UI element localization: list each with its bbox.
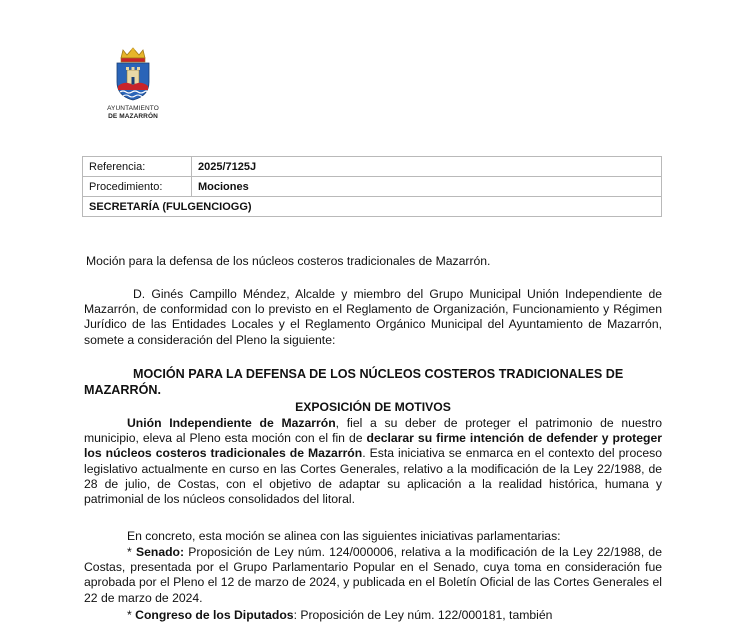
table-row (83, 197, 662, 217)
senate-label: Senado: (135, 545, 185, 559)
logo-caption (104, 105, 162, 121)
list-item: * Senado: Proposición de Ley núm. 124/000006, relativa a la modificación de la Ley 22/1988, de Costas, presentada por el Grupo Parlamentario Popular en el Senado, cuya toma en consideración fue aprobada por el Pleno el 12 de marzo de 2024, y publicada en el Boletín Oficial de las Cortes Generales el 22 de marzo de 2024. (84, 545, 662, 605)
list-item: * Congreso de los Diputados: Proposición de Ley núm. 122/000181, también (127, 608, 553, 622)
municipal-logo (104, 46, 162, 121)
section-heading: EXPOSICIÓN DE MOTIVOS (295, 400, 451, 414)
table-row (83, 157, 662, 177)
procedure-label: Procedimiento: (83, 177, 192, 197)
logo-line-2: DE MAZARRÓN (108, 113, 158, 120)
department-section: SECRETARÍA (FULGENCIOGG) (83, 197, 662, 217)
reference-table (82, 156, 662, 217)
motion-heading: MOCIÓN PARA LA DEFENSA DE LOS NÚCLEOS COSTEROS TRADICIONALES DE MAZARRÓN. (84, 367, 624, 397)
key-declaration: declarar su firme intención de defender y proteger los núcleos costeros tradicionales de Mazarrón (84, 431, 662, 461)
intro-paragraph: D. Ginés Campillo Méndez, Alcalde y miembro del Grupo Municipal Unión Independiente de Mazarrón, de conformidad con lo previsto en el Reglamento de Organización, Funcionamiento y Régimen Jurídico de las Entidades Locales y el Reglamento Orgánico Municipal del Ayuntamiento de Mazarrón, somete a consideración del Pleno la siguiente: (84, 287, 662, 347)
party-name: Unión Independiente de Mazarrón (127, 416, 336, 430)
initiatives-intro: En concreto, esta moción se alinea con las siguientes iniciativas parlamentarias: (127, 529, 561, 543)
motives-paragraph: Unión Independiente de Mazarrón, fiel a su deber de proteger el patrimonio de nuestro municipio, eleva al Pleno esta moción con el fin de declarar su firme intención de defender y proteger los núcleos costeros tradicionales de Mazarrón. Esta iniciativa se enmarca en el contexto del proceso legislativo actualmente en curso en las Cortes Generales, relativo a la modificación de la Ley 22/1988, de 28 de julio, de Costas, con el objetivo de adaptar su aplicación a la realidad histórica, humana y patrimonial de los núcleos consolidados del litoral. (84, 416, 663, 507)
reference-label: Referencia: (83, 157, 192, 177)
procedure-value: Mociones (192, 177, 662, 197)
document-title: Moción para la defensa de los núcleos costeros tradicionales de Mazarrón. (86, 254, 491, 268)
congress-label: Congreso de los Diputados (135, 608, 294, 622)
reference-value: 2025/7125J (192, 157, 662, 177)
coat-of-arms-icon (113, 46, 153, 102)
table-row (83, 177, 662, 197)
logo-line-1: AYUNTAMIENTO (107, 105, 159, 112)
